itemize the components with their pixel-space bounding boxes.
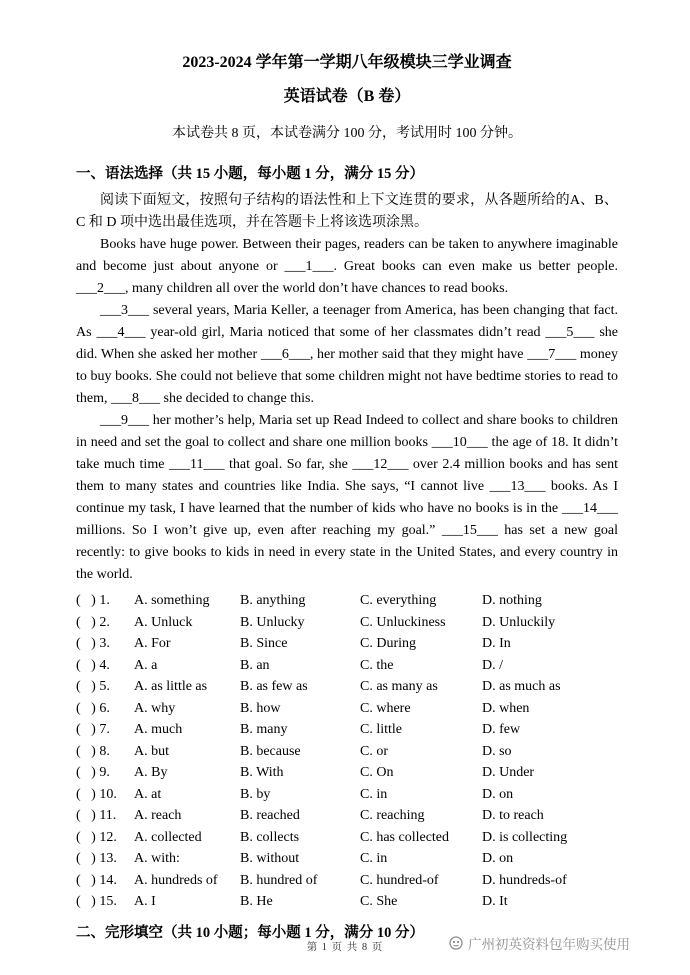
option-b: B. many [240,722,288,737]
watermark-logo-icon [449,936,463,950]
question-row-5 [76,676,618,698]
option-d: D. when [482,700,530,716]
option-b: B. anything [240,593,306,608]
question-row-6 [76,698,618,720]
passage-paragraph-1: Books have huge power. Between their pages, readers can be taken to anywhere imaginable and become just about anyone or ___1___. Great books can even make us better people. ___2___, many children all over the world don’t have chances to read books. [76,237,618,296]
option-d: D. Under [482,765,535,780]
section1-instructions: 阅读下面短文，按照句子结构的语法性和上下文连贯的要求，从各题所给的A、B、C 和 D 项中选出最佳选项，并在答题卡上将该选项涂黑。 [76,193,618,230]
question-number: ( ) 9. [76,765,110,780]
question-row-1 [76,590,618,612]
option-b: B. collects [240,829,300,845]
option-a: A. For [134,636,171,651]
question-number: ( ) 11. [76,808,117,823]
section2-heading: 二、完形填空（共 10 小题；每小题 1 分，满分 10 分） [76,924,424,941]
question-number: ( ) 13. [76,851,117,866]
option-d: D. on [482,851,514,866]
question-row-7 [76,719,618,741]
passage-paragraph-3: ___9___ her mother’s help, Maria set up Read Indeed to collect and share books to children in need and set the goal to collect and share one million books ___10___ the age of 18. It didn’t take much time ___11___ that goal. So far, she ___12___ over 2.4 million books and has sent them to many states and countries like India. She says, “I cannot live ___13___ books. As I continue my task, I have learned that the number of kids who have no books is in the ___14___ millions. So I won’t give up, even after reaching my goal.” ___15___ has set a new goal recently: to give books to kids in need in every state in the United States, and every country in the world. [76,413,618,582]
option-b: B. hundred of [240,872,318,888]
question-number: ( ) 7. [76,722,110,737]
question-row-9 [76,762,618,784]
section1-heading: 一、语法选择（共 15 小题，每小题 1 分，满分 15 分） [76,166,424,182]
option-c: C. or [360,743,388,759]
option-c: C. During [360,636,416,651]
option-c: C. in [360,786,388,802]
option-a: A. but [134,743,169,759]
question-row-2 [76,612,618,634]
option-d: D. as much as [482,679,561,694]
option-b: B. Since [240,636,288,651]
question-number: ( ) 8. [76,743,110,759]
option-a: A. much [134,722,183,737]
question-number: ( ) 3. [76,636,110,651]
question-number: ( ) 14. [76,872,117,888]
option-a: A. By [134,765,168,780]
question-number: ( ) 12. [76,829,117,845]
question-row-10 [76,784,618,806]
question-row-13 [76,848,618,870]
option-a: A. reach [134,808,182,823]
question-row-11 [76,805,618,827]
option-c: C. reaching [360,808,425,823]
option-b: B. Unlucky [240,614,305,630]
option-d: D. In [482,636,511,651]
option-b: B. how [240,700,281,716]
option-b: B. reached [240,808,300,823]
option-a: A. hundreds of [134,872,218,888]
option-c: C. everything [360,593,437,608]
option-d: D. hundreds-of [482,872,567,888]
option-b: B. He [240,894,273,909]
option-a: A. Unluck [134,614,193,630]
option-b: B. With [240,765,284,780]
option-b: B. an [240,657,270,673]
question-row-3 [76,633,618,655]
option-c: C. On [360,765,394,780]
passage-paragraph-2: ___3___ several years, Maria Keller, a teenager from America, has been changing that fact. As ___4___ year-old girl, Maria noticed that some of her classmates didn’t read ___5___ she did. When she asked her mother ___6___, her mother said that they might have ___7___ money to buy books. She could not believe that some children might not have bedtime stories to read to them, ___8___ she decided to change this. [76,303,618,406]
watermark-text: 广州初英资料包年购买使用 [468,937,630,952]
option-d: D. so [482,743,512,759]
option-a: A. with: [134,851,180,866]
option-c: C. hundred-of [360,872,439,888]
page-footer [0,933,690,955]
page-number: 第 1 页 共 8 页 [306,942,384,953]
question-number: ( ) 15. [76,894,117,909]
option-d: D. Unluckily [482,614,556,630]
option-c: C. where [360,700,411,716]
question-row-12 [76,827,618,849]
question-row-15 [76,891,618,913]
option-c: C. the [360,657,394,673]
option-d: D. / [482,657,503,673]
exam-title: 2023-2024 学年第一学期八年级模块三学业调查 [182,54,512,71]
option-d: D. is collecting [482,829,568,845]
option-d: D. to reach [482,808,544,823]
question-list [76,590,618,913]
question-number: ( ) 1. [76,593,110,608]
question-number: ( ) 5. [76,679,110,694]
option-c: C. Unluckiness [360,614,446,630]
option-a: A. at [134,786,162,802]
question-number: ( ) 10. [76,786,117,802]
option-b: B. as few as [240,679,308,694]
option-a: A. why [134,700,176,716]
option-a: A. collected [134,829,202,845]
option-c: C. little [360,722,402,737]
exam-subtitle: 英语试卷（B 卷） [283,88,411,105]
question-row-4 [76,655,618,677]
watermark [449,933,630,953]
option-b: B. by [240,786,271,802]
question-row-14 [76,870,618,892]
option-a: A. something [134,593,210,608]
option-c: C. She [360,894,398,909]
option-a: A. I [134,894,156,909]
option-c: C. has collected [360,829,450,845]
option-a: A. a [134,657,158,673]
option-d: D. nothing [482,593,542,608]
option-d: D. on [482,786,514,802]
option-b: B. because [240,743,301,759]
exam-note: 本试卷共 8 页，本试卷满分 100 分，考试用时 100 分钟。 [172,126,522,141]
question-number: ( ) 2. [76,614,110,630]
option-b: B. without [240,851,300,866]
option-c: C. as many as [360,679,438,694]
option-d: D. It [482,894,508,909]
option-a: A. as little as [134,679,208,694]
question-number: ( ) 4. [76,657,110,673]
question-row-8 [76,741,618,763]
option-c: C. in [360,851,388,866]
question-number: ( ) 6. [76,700,110,716]
option-d: D. few [482,722,521,737]
